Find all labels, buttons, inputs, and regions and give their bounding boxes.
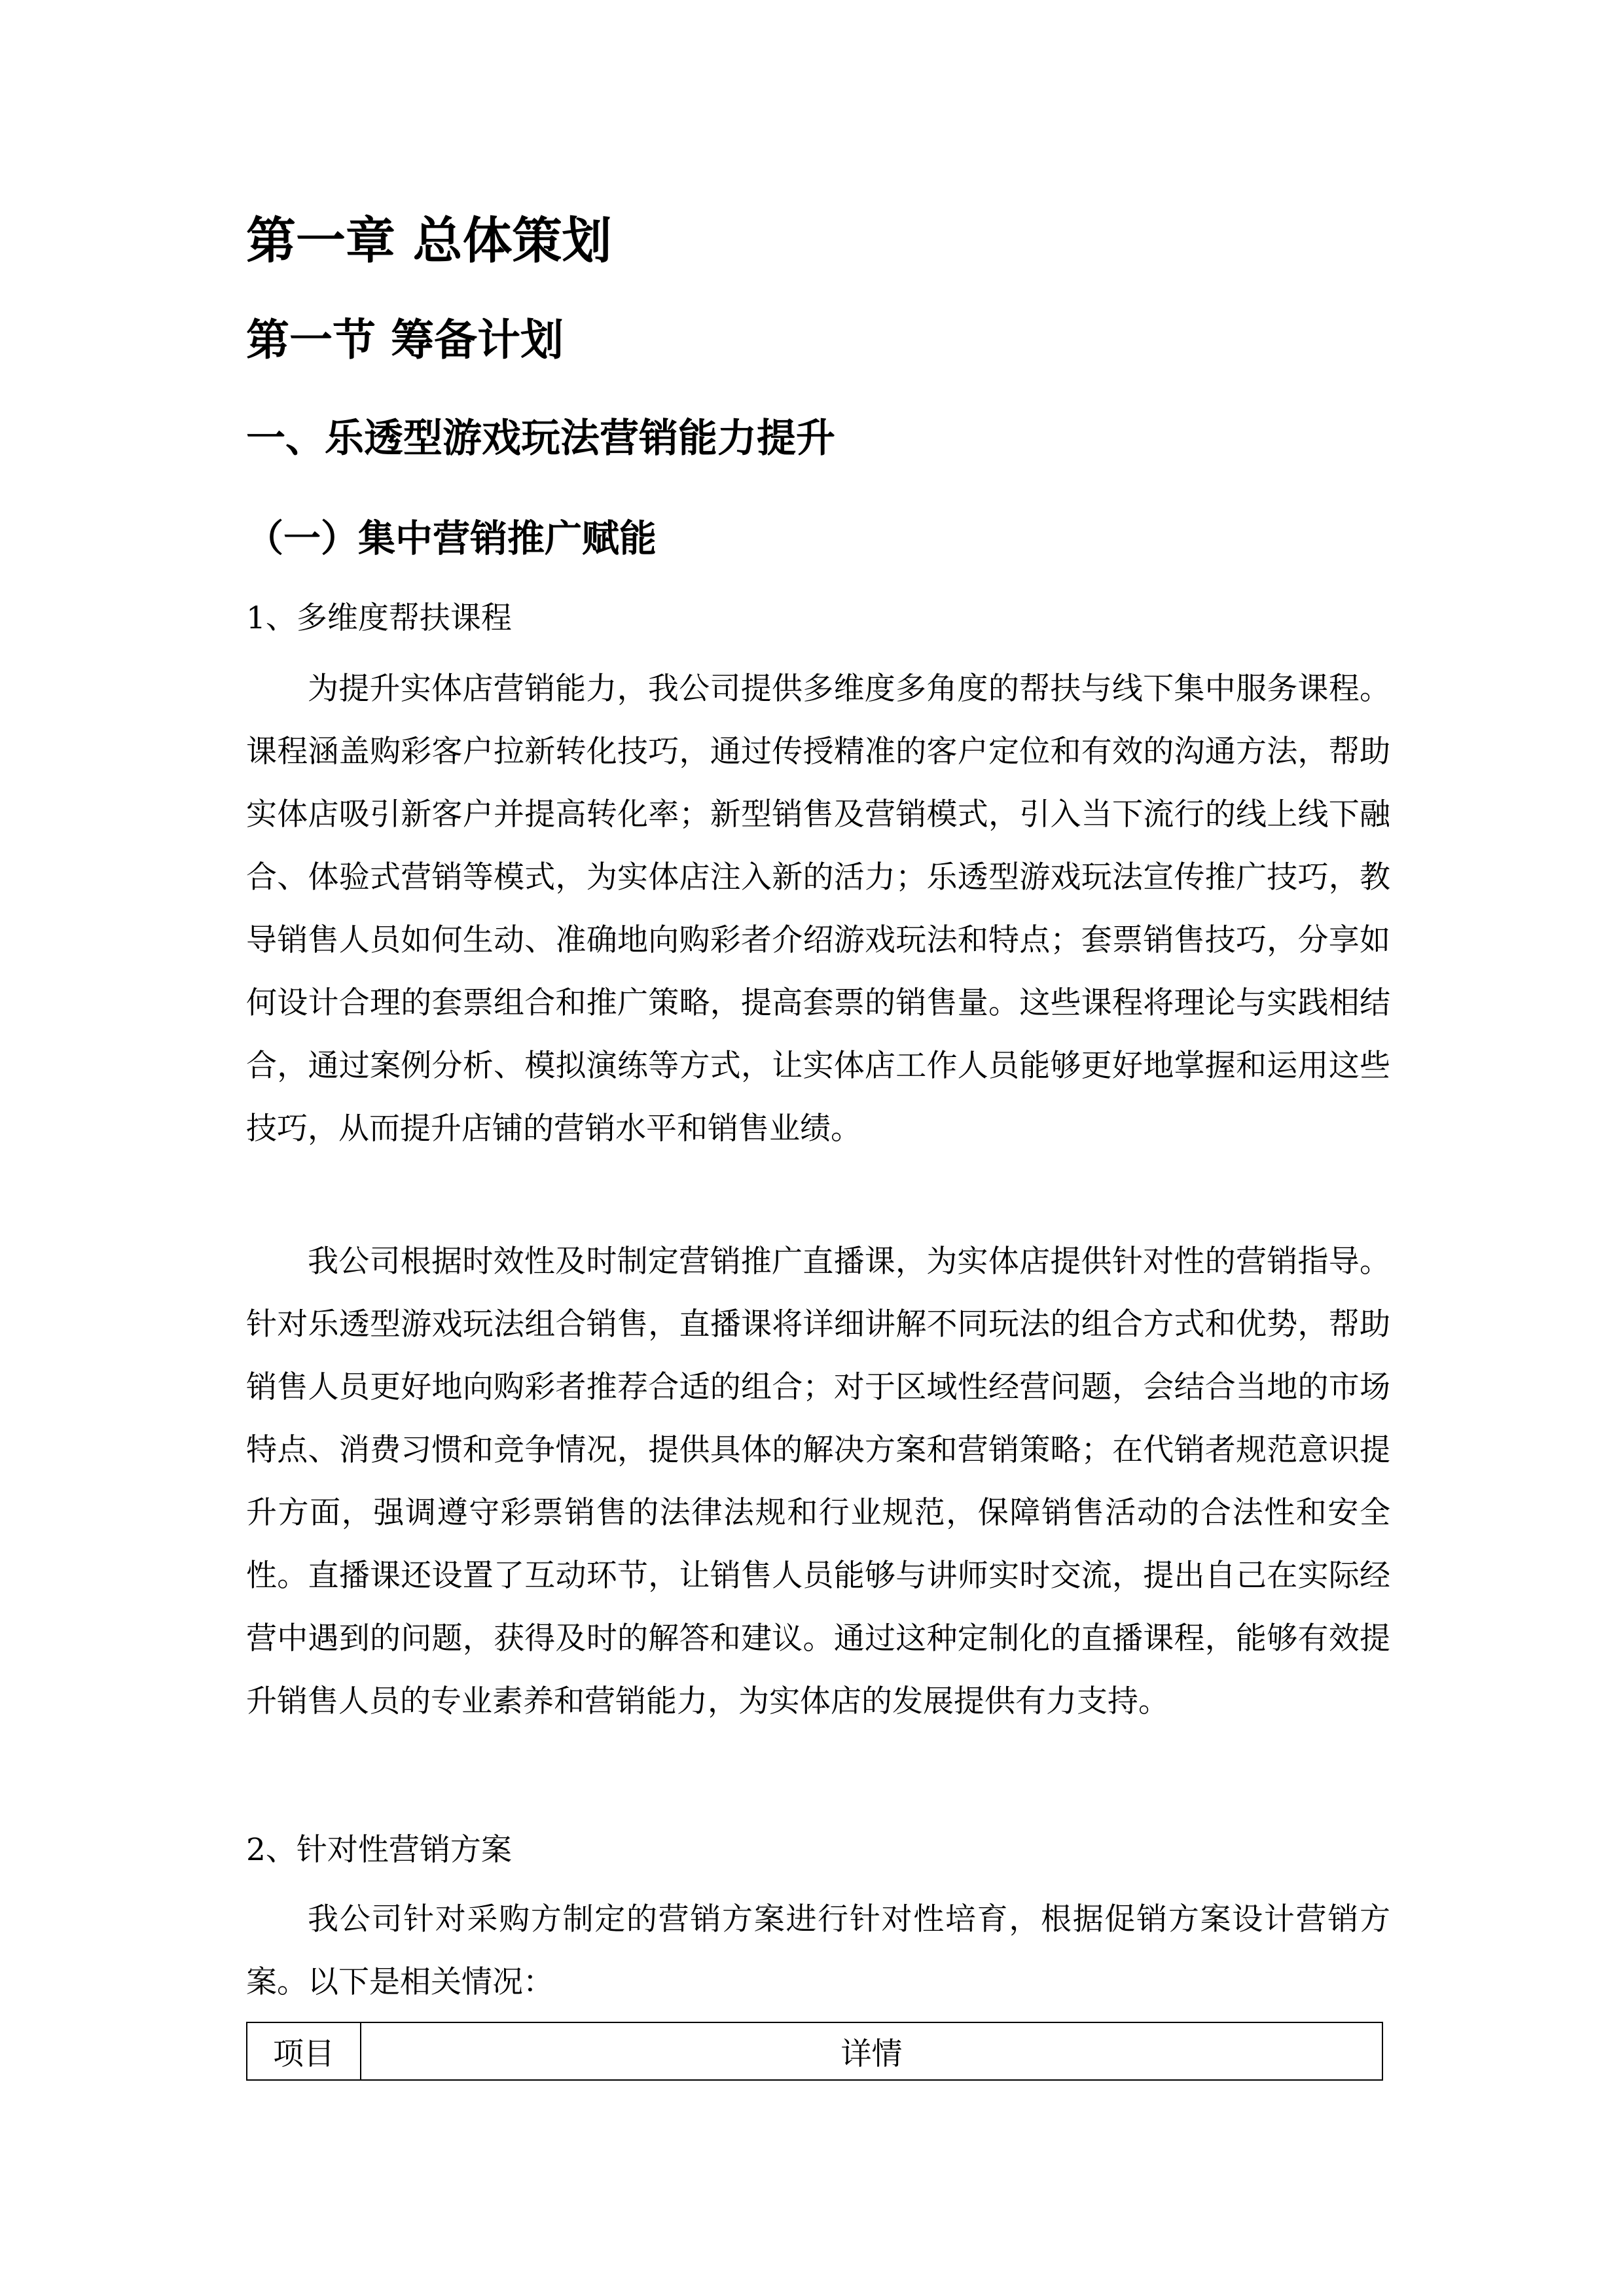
- table-header-row: [247, 2022, 1382, 2080]
- subheading: （一）集中营销推广赋能: [246, 516, 657, 560]
- paragraph-3: 我公司针对采购方制定的营销方案进行针对性培育，根据促销方案设计营销方案。以下是相关情况：: [246, 1901, 1390, 2000]
- chapter-title: 第一章 总体策划: [246, 211, 612, 270]
- item1-title: 1、多维度帮扶课程: [246, 600, 512, 636]
- paragraph-1: 为提升实体店营销能力，我公司提供多维度多角度的帮扶与线下集中服务课程。课程涵盖购彩客户拉新转化技巧，通过传授精准的客户定位和有效的沟通方法，帮助实体店吸引新客户并提高转化率；新型销售及营销模式，引入当下流行的线上线下融合、体验式营销等模式，为实体店注入新的活力；乐透型游戏玩法宣传推广技巧，教导销售人员如何生动、准确地向购彩者介绍游戏玩法和特点；套票销售技巧，分享如何设计合理的套票组合和推广策略，提高套票的销售量。这些课程将理论与实践相结合，通过案例分析、模拟演练等方式，让实体店工作人员能够更好地掌握和运用这些技巧，从而提升店铺的营销水平和销售业绩。: [246, 671, 1390, 1147]
- scheme-table: [246, 2022, 1383, 2081]
- section-title: 第一节 筹备计划: [246, 315, 564, 365]
- item2-title: 2、针对性营销方案: [246, 1832, 512, 1868]
- paragraph-2: 我公司根据时效性及时制定营销推广直播课，为实体店提供针对性的营销指导。针对乐透型游戏玩法组合销售，直播课将详细讲解不同玩法的组合方式和优势，帮助销售人员更好地向购彩者推荐合适的组合；对于区域性经营问题，会结合当地的市场特点、消费习惯和竞争情况，提供具体的解决方案和营销策略；在代销者规范意识提升方面，强调遵守彩票销售的法律法规和行业规范，保障销售活动的合法性和安全性。直播课还设置了互动环节，让销售人员能够与讲师实时交流，提出自己在实际经营中遇到的问题，获得及时的解答和建议。通过这种定制化的直播课程，能够有效提升销售人员的专业素养和营销能力，为实体店的发展提供有力支持。: [246, 1244, 1390, 1719]
- table-header-item: 项目: [247, 2022, 361, 2080]
- subsection-title: 一、乐透型游戏玩法营销能力提升: [246, 416, 835, 461]
- table-header-detail: 详情: [361, 2022, 1382, 2080]
